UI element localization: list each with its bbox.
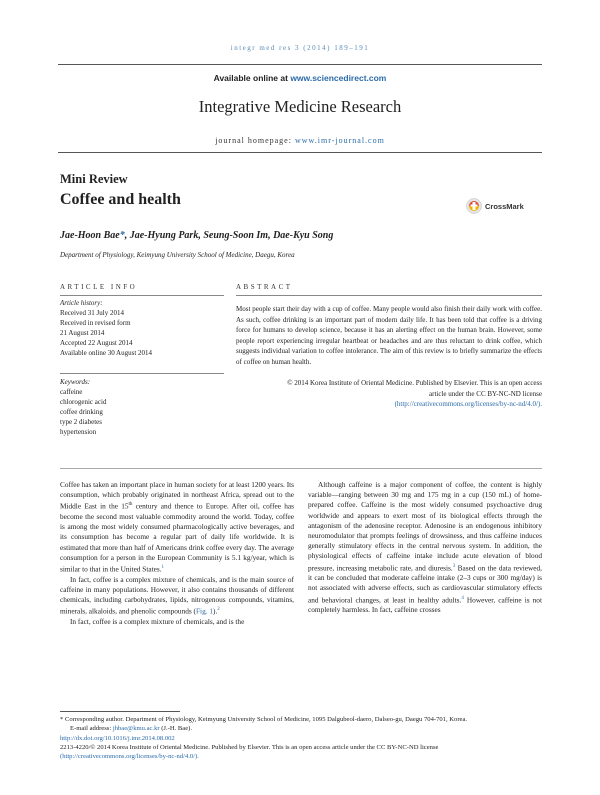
- article-history: Article history: Received 31 July 2014 Received in revised form 21 August 2014 Accepted 22 August 2014 Available online 30 August 2014: [60, 299, 153, 357]
- keywords: Keywords: caffeine chlorogenic acid coffee drinking type 2 diabetes hypertension: [60, 377, 224, 437]
- corresponding-author: * Corresponding author. Department of Physiology, Keimyung University School of Medicine, 1095 Dalgubeol-daero, Dalseo-gu, Daegu 704-701, Korea.: [60, 716, 468, 723]
- figure-ref[interactable]: Fig. 1: [195, 606, 214, 616]
- sciencedirect-link[interactable]: www.sciencedirect.com: [290, 73, 387, 83]
- journal-title: Integrative Medicine Research: [198, 97, 402, 116]
- footnotes: [60, 715, 542, 761]
- keywords-rule: [60, 373, 224, 374]
- abstract-heading: ABSTRACT: [236, 283, 293, 291]
- issn-line: 2213-4220/© 2014 Korea Institute of Oriental Medicine. Published by Elsevier. This is an open access article under the CC BY-NC-ND license: [60, 743, 439, 751]
- section-divider: [60, 468, 542, 469]
- authors: Jae-Hoon Bae*, Jae-Hyung Park, Seung-Soon Im, Dae-Kyu Song: [60, 230, 334, 241]
- license-footer-link[interactable]: (http://creativecommons.org/licenses/by-nc-nd/4.0/).: [60, 753, 199, 761]
- email-line: E-mail address: jhbae@kmu.ac.kr (J.-H. Bae).: [70, 725, 192, 733]
- doi-link[interactable]: http://dx.doi.org/10.1016/j.imr.2014.08.002: [60, 734, 175, 742]
- crossmark-badge[interactable]: CrossMark: [466, 198, 524, 214]
- abstract-copyright: © 2014 Korea Institute of Oriental Medicine. Published by Elsevier. This is an open access article under the CC BY-NC-ND license (http://creativecommons.org/licenses/by-nc-nd/4.0/).: [236, 378, 542, 410]
- journal-homepage: journal homepage: www.imr-journal.com: [215, 136, 385, 145]
- paragraph: Although caffeine is a major component of coffee, the content is highly variable—ranging between 30 mg and 175 mg in a cup (150 mL) of home-prepared coffee. Caffeine is the most widely consumed psychoactive drug worldwide and appears to exert most of its biological effects through the antagonism of the adenosine receptor. Adenosine is an endogenous inhibitory neuromodulator that prompts feelings of drowsiness, and thus caffeine induces generally stimulatory effects in the central nervous system. In addition, the physiological effects of caffeine intake include acute elevation of blood pressure, increasing metabolic rate, and diuresis.$^3$ Based on the data reviewed, it can be concluded that moderate caffeine intake (2–3 cups or 300 mg/day) is not associated with adverse effects, such as cardiovascular stimulatory effects and behavioral changes, at least in healthy adults.$^4$ However, caffeine is not completely harmless. In fact, caffeine crosses: [308, 480, 542, 615]
- paragraph: Coffee has taken an important place in human society for at least 1200 years. Its consumption, which probably originated in northeast Africa, spread out to the Middle East in the 15th century and thence to Europe. After oil, coffee has become the second most valuable commodity around the world. Today, coffee is among the most widely consumed pharmacologically active beverages, and its consumption has become a regular part of daily life worldwide. It is estimated that more than half of Americans drink coffee every day. The average consumption for a person in the European Community is 5.1 kg/year, which is similar to that in the United States.$^1$: [60, 480, 294, 574]
- footnote-rule: [60, 711, 180, 712]
- crossmark-icon: [466, 198, 482, 214]
- article-type: Mini Review: [60, 172, 128, 186]
- keyword: hypertension: [60, 428, 97, 436]
- article-title: Coffee and health: [60, 191, 181, 208]
- article-info-heading: ARTICLE INFO: [60, 283, 138, 291]
- abstract-rule: [236, 295, 542, 296]
- keyword: type 2 diabetes: [60, 418, 102, 426]
- body-right-column: [308, 480, 542, 615]
- running-header: integr med res 3 (2014) 189–191: [230, 44, 370, 52]
- header-top-rule: [58, 64, 542, 65]
- affiliation: Department of Physiology, Keimyung University School of Medicine, Daegu, Korea: [60, 251, 295, 259]
- journal-homepage-link[interactable]: www.imr-journal.com: [294, 136, 385, 145]
- header-bottom-rule: [58, 152, 542, 153]
- abstract-text: Most people start their day with a cup of coffee. Many people would also finish their daily work with coffee. As such, coffee drinking is an important part of modern daily life. It has been told that coffee is a driving force for humans to develop science, because it has an alerting effect on the human brain. However, some people report experiencing irregular heartbeat or headaches and are thus reluctant to drink coffee, which suggests individual variation to coffee intolerance. The aim of this review is to briefly summarize the effects of coffee on human health.: [236, 305, 542, 366]
- info-rule: [60, 295, 224, 296]
- keyword: coffee drinking: [60, 408, 103, 416]
- license-link[interactable]: (http://creativecommons.org/licenses/by-nc-nd/4.0/).: [394, 400, 542, 408]
- keyword: chlorogenic acid: [60, 398, 107, 406]
- email-link[interactable]: jhbae@kmu.ac.kr: [112, 725, 160, 733]
- available-online: Available online at www.sciencedirect.com: [213, 73, 387, 83]
- body-left-column: [60, 480, 294, 627]
- paragraph: In fact, coffee is a complex mixture of chemicals, and is the main source of caffeine in many populations. However, it also contains thousands of different chemicals, including carbohydrates, lipids, nitrogenous compounds, vitamins, minerals, alkaloids, and phenolic compounds (Fig. 1).$^2$: [60, 574, 294, 616]
- paragraph: In fact, coffee is a complex mixture of chemicals, and is the: [70, 616, 245, 626]
- keyword: caffeine: [60, 388, 83, 396]
